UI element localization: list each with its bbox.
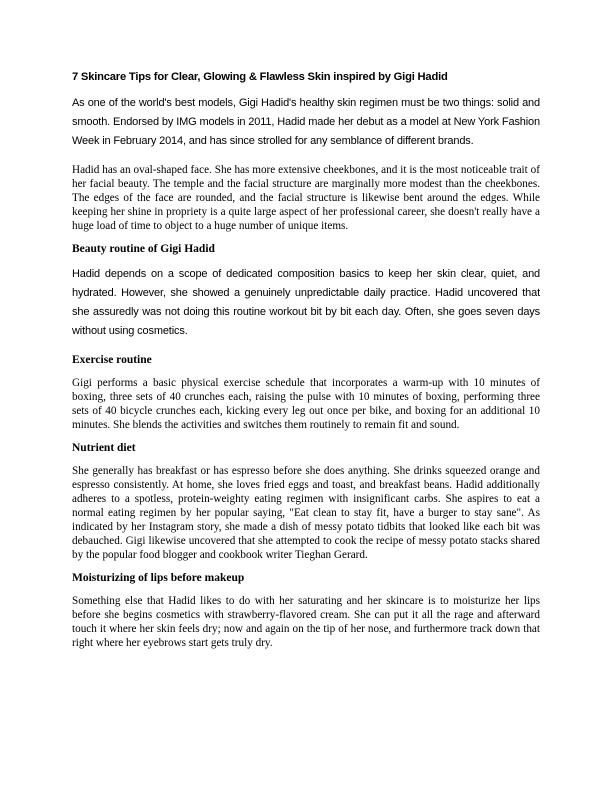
- document-title: 7 Skincare Tips for Clear, Glowing & Flawless Skin inspired by Gigi Hadid: [72, 71, 448, 83]
- section-heading-moisturizing-lips: Moisturizing of lips before makeup: [72, 572, 245, 584]
- face-paragraph: Hadid has an oval-shaped face. She has more extensive cheekbones, and it is the most noticeable trait of her facial beauty. The temple and the facial structure are marginally more modest than the cheekbones. The edges of the face are rounded, and the facial structure is likewise bent around the edges. While keeping her shine in propriety is a quite large aspect of her professional career, she doesn't really have a huge load of time to object to a huge number of unique items.: [72, 164, 540, 232]
- section-heading-beauty-routine: Beauty routine of Gigi Hadid: [72, 243, 215, 255]
- section-heading-nutrient-diet: Nutrient diet: [72, 442, 136, 454]
- section-heading-exercise-routine: Exercise routine: [72, 354, 152, 366]
- section-body-moisturizing-lips: Something else that Hadid likes to do with her saturating and her skincare is to moisturize her lips before she begins cosmetics with strawberry-flavored cream. She can put it all the rage and afterward touch it where her skin feels dry; now and again on the tip of her nose, and furthermore track down that right where her eyebrows start gets truly dry.: [72, 595, 540, 649]
- intro-paragraph: As one of the world's best models, Gigi Hadid's healthy skin regimen must be two things: solid and smooth. Endorsed by IMG models in 2011, Hadid made her debut as a model at New York Fashion Week in February 2014, and has since strolled for any semblance of different brands.: [72, 97, 540, 147]
- section-body-beauty-routine: Hadid depends on a scope of dedicated composition basics to keep her skin clear, quiet, and hydrated. However, she showed a genuinely unpredictable daily practice. Hadid uncovered that she assuredly was not doing this routine workout bit by bit each day. Often, she goes seven days without using cosmetics.: [72, 268, 540, 337]
- section-body-exercise-routine: Gigi performs a basic physical exercise schedule that incorporates a warm-up with 10 minutes of boxing, three sets of 40 crunches each, raising the pulse with 10 minutes of boxing, performing three sets of 40 bicycle crunches each, kicking every leg out once per bike, and boxing for an additional 10 minutes. She blends the activities and switches them routinely to remain fit and sound.: [72, 377, 540, 431]
- section-body-nutrient-diet: She generally has breakfast or has espresso before she does anything. She drinks squeezed orange and espresso consistently. At home, she loves fried eggs and toast, and breakfast beans. Hadid additionally adheres to a spotless, protein-weighty eating regimen with insignificant carbs. She aspires to eat a normal eating regimen by her popular saying, "Eat clean to stay fit, have a burger to stay sane". As indicated by her Instagram story, she made a dish of messy potato tidbits that looked like each bit was debauched. Gigi likewise uncovered that she attempted to cook the recipe of messy potato stacks shared by the popular food blogger and cookbook writer Tieghan Gerard.: [72, 465, 540, 561]
- document-page: [72, 70, 540, 659]
